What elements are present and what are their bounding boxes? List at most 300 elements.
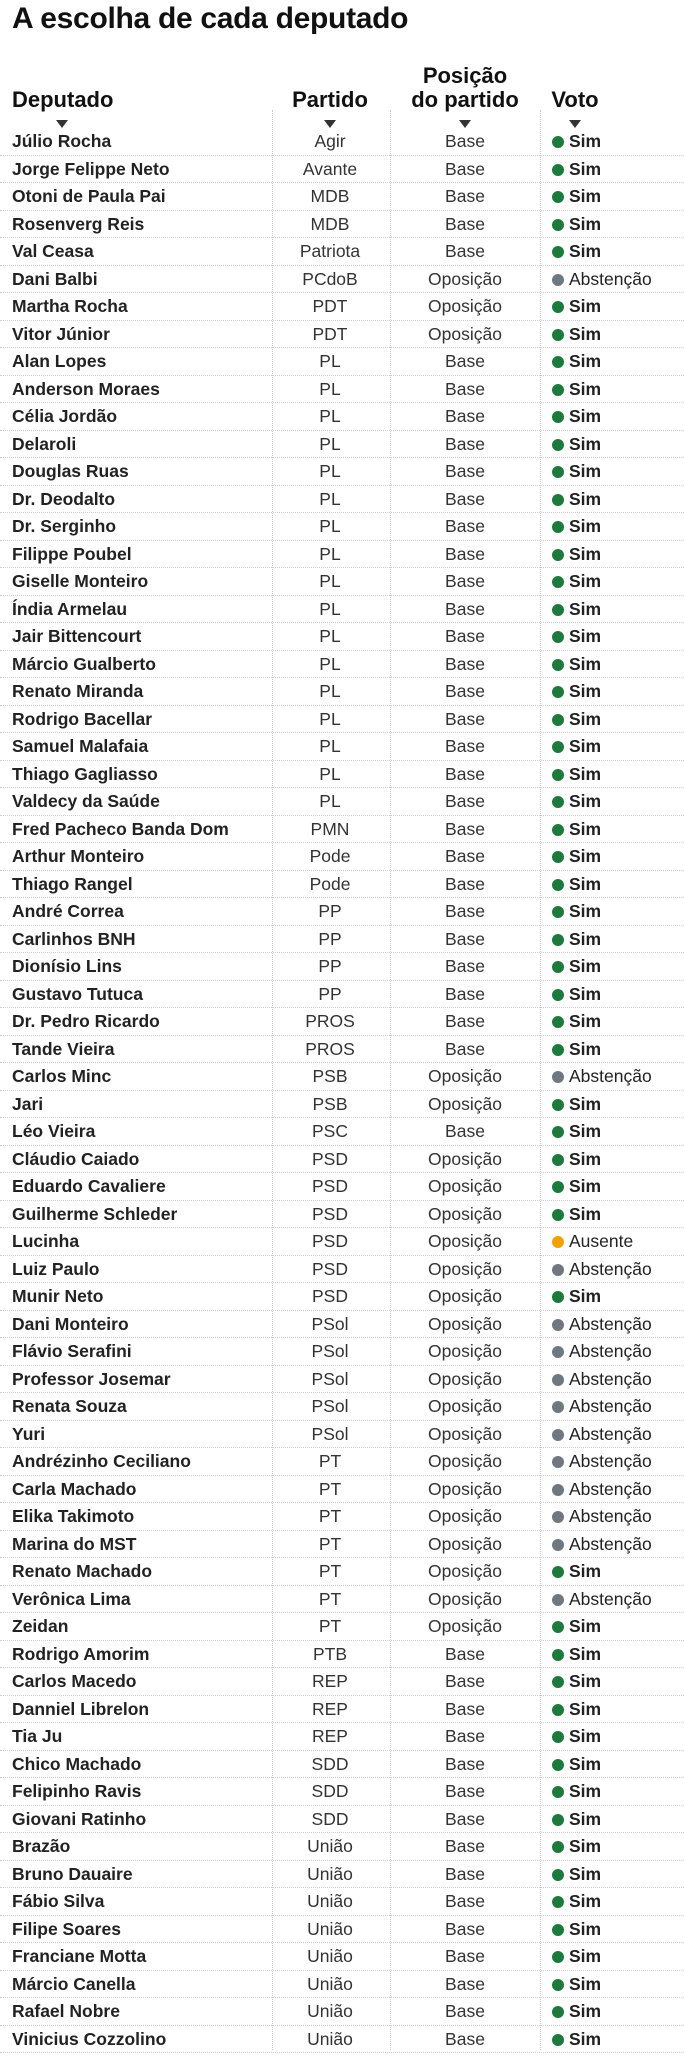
- table-row: [0, 1366, 684, 1394]
- vote-label: Abstenção: [569, 1423, 652, 1444]
- vote-label: Sim: [569, 296, 602, 316]
- vote-dot-icon: [552, 604, 564, 616]
- party-position: Base: [445, 1643, 485, 1664]
- vote-label: Sim: [569, 323, 602, 344]
- vote-dot-icon: [552, 1484, 564, 1496]
- party-position: Oposição: [428, 296, 502, 316]
- vote-cell: [552, 706, 601, 733]
- table-row: [0, 1558, 684, 1586]
- table-row: [0, 623, 684, 651]
- vote-dot-icon: [552, 1346, 564, 1358]
- deputy-party: PT: [318, 1533, 342, 1554]
- vote-label: Abstenção: [569, 1313, 652, 1334]
- vote-cell: [552, 898, 601, 925]
- vote-cell: [552, 183, 601, 210]
- vote-dot-icon: [552, 1126, 564, 1138]
- vote-dot-icon: [552, 1071, 564, 1083]
- party-position: Oposição: [428, 1148, 502, 1169]
- header-posicao[interactable]: Posição do partido: [411, 63, 519, 112]
- deputy-party: PL: [319, 681, 341, 701]
- deputy-party: União: [307, 1918, 353, 1939]
- party-position: Base: [445, 736, 485, 756]
- deputy-name: Franciane Motta: [12, 1946, 147, 1966]
- deputy-name: Anderson Moraes: [12, 378, 160, 399]
- party-position: Base: [445, 983, 485, 1004]
- header-partido[interactable]: Partido: [292, 87, 368, 112]
- vote-label: Sim: [569, 351, 602, 371]
- party-position: Base: [445, 2028, 485, 2049]
- vote-label: Sim: [569, 1836, 602, 1856]
- party-position: Oposição: [428, 1093, 502, 1114]
- vote-label: Abstenção: [569, 1341, 652, 1361]
- vote-cell: [552, 293, 601, 320]
- vote-cell: [552, 1228, 633, 1255]
- deputy-name: Jari: [12, 1093, 44, 1114]
- table-row: [0, 1723, 684, 1751]
- header-voto[interactable]: Voto: [551, 87, 599, 112]
- table-row: [0, 1613, 684, 1641]
- table-row: [0, 1751, 684, 1779]
- vote-cell: [552, 788, 601, 815]
- table-row: [0, 898, 684, 926]
- party-position: Oposição: [428, 1231, 502, 1251]
- party-position: Base: [445, 186, 485, 206]
- vote-cell: [552, 1778, 601, 1805]
- vote-dot-icon: [552, 494, 564, 506]
- vote-dot-icon: [552, 1154, 564, 1166]
- deputy-party: PDT: [312, 323, 348, 344]
- deputy-name: Douglas Ruas: [12, 461, 129, 481]
- party-position: Base: [445, 131, 485, 151]
- vote-label: Abstenção: [569, 1588, 652, 1609]
- table-row: [0, 1228, 684, 1256]
- party-position: Base: [445, 846, 485, 866]
- table-row: [0, 953, 684, 981]
- deputy-party: PSD: [312, 1286, 348, 1306]
- vote-dot-icon: [552, 741, 564, 753]
- party-position: Base: [445, 1863, 485, 1884]
- vote-label: Sim: [569, 241, 602, 261]
- vote-dot-icon: [552, 549, 564, 561]
- table-row: [0, 266, 684, 294]
- vote-cell: [552, 1476, 652, 1503]
- table-row: [0, 1338, 684, 1366]
- vote-dot-icon: [552, 631, 564, 643]
- vote-dot-icon: [552, 576, 564, 588]
- deputy-name: Eduardo Cavaliere: [12, 1176, 166, 1196]
- vote-dot-icon: [552, 1099, 564, 1111]
- vote-cell: [552, 156, 601, 183]
- vote-label: Sim: [569, 1038, 602, 1059]
- vote-label: Sim: [569, 956, 602, 976]
- vote-cell: [552, 1998, 601, 2025]
- table-row: [0, 871, 684, 899]
- vote-label: Sim: [569, 1698, 602, 1719]
- vote-cell: [552, 1613, 601, 1640]
- vote-label: Sim: [569, 1148, 602, 1169]
- vote-label: Sim: [569, 1973, 602, 1994]
- vote-dot-icon: [552, 1401, 564, 1413]
- deputy-party: PMN: [310, 818, 350, 839]
- vote-label: Sim: [569, 186, 602, 206]
- party-position: Base: [445, 488, 485, 509]
- vote-dot-icon: [552, 1209, 564, 1221]
- deputy-party: PP: [318, 983, 342, 1004]
- vote-label: Sim: [569, 763, 602, 784]
- deputy-party: Avante: [302, 158, 358, 179]
- deputy-party: PL: [319, 516, 341, 536]
- deputy-name: Val Ceasa: [12, 241, 94, 261]
- vote-dot-icon: [552, 1649, 564, 1661]
- vote-dot-icon: [552, 1044, 564, 1056]
- deputy-party: União: [307, 1973, 353, 1994]
- deputy-party: PL: [319, 653, 341, 674]
- vote-label: Abstenção: [569, 1478, 652, 1499]
- vote-dot-icon: [552, 411, 564, 423]
- deputy-party: PL: [319, 433, 341, 454]
- vote-label: Sim: [569, 131, 602, 151]
- deputy-name: Lucinha: [12, 1231, 80, 1251]
- vote-cell: [552, 623, 601, 650]
- table-row: [0, 1696, 684, 1724]
- party-position: Base: [445, 653, 485, 674]
- vote-label: Sim: [569, 791, 602, 811]
- party-position: Oposição: [428, 1423, 502, 1444]
- table-row: [0, 348, 684, 376]
- vote-cell: [552, 2026, 601, 2053]
- deputy-name: Júlio Rocha: [12, 131, 112, 151]
- party-position: Base: [445, 461, 485, 481]
- vote-cell: [552, 1338, 652, 1365]
- vote-cell: [552, 1971, 601, 1998]
- party-position: Base: [445, 1781, 485, 1801]
- table-row: [0, 211, 684, 239]
- vote-dot-icon: [552, 1979, 564, 1991]
- deputy-party: PTB: [312, 1643, 348, 1664]
- table-row: [0, 541, 684, 569]
- deputy-name: Professor Josemar: [12, 1368, 171, 1389]
- vote-dot-icon: [552, 1704, 564, 1716]
- table-row: [0, 1806, 684, 1834]
- vote-cell: [552, 1146, 601, 1173]
- party-position: Base: [445, 1698, 485, 1719]
- vote-cell: [552, 1586, 652, 1613]
- vote-dot-icon: [552, 136, 564, 148]
- vote-label: Abstenção: [569, 1533, 652, 1554]
- vote-label: Sim: [569, 1176, 602, 1196]
- party-position: Oposição: [428, 1368, 502, 1389]
- deputy-party: PP: [318, 956, 342, 976]
- vote-cell: [552, 1806, 601, 1833]
- party-position: Base: [445, 1121, 485, 1141]
- vote-dot-icon: [552, 521, 564, 533]
- vote-cell: [552, 1063, 652, 1090]
- deputy-name: Jair Bittencourt: [12, 626, 142, 646]
- vote-label: Abstenção: [569, 1066, 652, 1086]
- vote-dot-icon: [552, 1429, 564, 1441]
- vote-label: Sim: [569, 213, 602, 234]
- vote-dot-icon: [552, 1181, 564, 1193]
- deputy-name: Otoni de Paula Pai: [12, 186, 166, 206]
- party-position: Base: [445, 1946, 485, 1966]
- vote-cell: [552, 816, 601, 843]
- deputy-party: PSD: [312, 1203, 348, 1224]
- table-row: [0, 1146, 684, 1174]
- table-row: [0, 1036, 684, 1064]
- vote-cell: [552, 1833, 601, 1860]
- table-row: [0, 1641, 684, 1669]
- deputy-name: Dr. Serginho: [12, 516, 117, 536]
- party-position: Base: [445, 1038, 485, 1059]
- vote-label: Sim: [569, 1203, 602, 1224]
- vote-label: Sim: [569, 1753, 602, 1774]
- deputy-name: Carlos Minc: [12, 1066, 112, 1086]
- deputy-name: Dr. Deodalto: [12, 488, 116, 509]
- deputy-name: Munir Neto: [12, 1286, 104, 1306]
- table-row: [0, 816, 684, 844]
- deputy-party: SDD: [311, 1781, 349, 1801]
- party-position: Oposição: [428, 1533, 502, 1554]
- deputy-name: Dr. Pedro Ricardo: [12, 1011, 160, 1031]
- vote-dot-icon: [552, 906, 564, 918]
- table-row: [0, 1421, 684, 1449]
- deputy-party: Pode: [309, 846, 351, 866]
- vote-dot-icon: [552, 356, 564, 368]
- vote-dot-icon: [552, 1869, 564, 1881]
- deputy-name: Luiz Paulo: [12, 1258, 100, 1279]
- deputy-party: PSC: [312, 1121, 348, 1141]
- deputy-name: Thiago Gagliasso: [12, 763, 158, 784]
- deputy-party: PSD: [312, 1231, 348, 1251]
- party-position: Base: [445, 708, 485, 729]
- vote-cell: [552, 1283, 601, 1310]
- vote-dot-icon: [552, 1841, 564, 1853]
- deputy-party: SDD: [311, 1808, 349, 1829]
- deputy-name: Yuri: [12, 1423, 46, 1444]
- table-row: [0, 1531, 684, 1559]
- deputy-name: Jorge Felippe Neto: [12, 158, 170, 179]
- party-position: Oposição: [428, 268, 502, 289]
- vote-cell: [552, 953, 601, 980]
- vote-cell: [552, 128, 601, 155]
- deputy-party: REP: [312, 1726, 348, 1746]
- vote-label: Sim: [569, 1011, 602, 1031]
- vote-dot-icon: [552, 1951, 564, 1963]
- deputy-name: Rodrigo Bacellar: [12, 708, 153, 729]
- deputy-party: PL: [319, 571, 341, 591]
- sort-arrow-icon[interactable]: [569, 120, 581, 128]
- deputy-party: PT: [318, 1506, 342, 1526]
- party-position: Base: [445, 158, 485, 179]
- vote-dot-icon: [552, 1319, 564, 1331]
- deputy-name: Thiago Rangel: [12, 873, 133, 894]
- vote-dot-icon: [552, 2006, 564, 2018]
- vote-label: Sim: [569, 1093, 602, 1114]
- vote-label: Sim: [569, 571, 602, 591]
- deputy-party: PP: [318, 928, 342, 949]
- deputy-party: PDT: [312, 296, 348, 316]
- party-position: Base: [445, 763, 485, 784]
- deputy-party: PL: [319, 461, 341, 481]
- deputy-party: Agir: [314, 131, 346, 151]
- sort-arrow-icon[interactable]: [459, 120, 471, 128]
- deputy-party: PSB: [312, 1093, 348, 1114]
- vote-cell: [552, 458, 601, 485]
- deputy-name: Fred Pacheco Banda Dom: [12, 818, 229, 839]
- vote-dot-icon: [552, 961, 564, 973]
- sort-arrow-icon[interactable]: [56, 120, 68, 128]
- party-position: Oposição: [428, 1066, 502, 1086]
- deputy-party: PROS: [305, 1038, 355, 1059]
- vote-cell: [552, 1558, 601, 1585]
- vote-dot-icon: [552, 1676, 564, 1688]
- deputy-party: PT: [318, 1588, 342, 1609]
- table-row: [0, 431, 684, 459]
- deputy-name: Carlos Macedo: [12, 1671, 137, 1691]
- party-position: Oposição: [428, 1478, 502, 1499]
- vote-label: Abstenção: [569, 1368, 652, 1389]
- deputy-party: PL: [319, 763, 341, 784]
- deputy-name: Flávio Serafini: [12, 1341, 132, 1361]
- vote-dot-icon: [552, 769, 564, 781]
- deputy-party: PROS: [305, 1011, 355, 1031]
- table-row: [0, 238, 684, 266]
- party-position: Base: [445, 1918, 485, 1939]
- vote-label: Sim: [569, 1946, 602, 1966]
- table-row: [0, 1201, 684, 1229]
- vote-label: Sim: [569, 406, 602, 426]
- vote-dot-icon: [552, 246, 564, 258]
- vote-cell: [552, 1943, 601, 1970]
- vote-dot-icon: [552, 1511, 564, 1523]
- sort-arrow-icon[interactable]: [324, 120, 336, 128]
- deputy-name: Márcio Canella: [12, 1973, 136, 1994]
- vote-dot-icon: [552, 796, 564, 808]
- party-position: Base: [445, 241, 485, 261]
- party-position: Base: [445, 351, 485, 371]
- vote-label: Sim: [569, 983, 602, 1004]
- deputy-party: PL: [319, 708, 341, 729]
- party-position: Base: [445, 1836, 485, 1856]
- vote-label: Sim: [569, 461, 602, 481]
- vote-dot-icon: [552, 439, 564, 451]
- table-row: [0, 1173, 684, 1201]
- deputy-party: PSol: [311, 1396, 349, 1416]
- header-deputado[interactable]: Deputado: [12, 87, 114, 112]
- table-row: [0, 1503, 684, 1531]
- vote-label: Sim: [569, 2028, 602, 2049]
- deputy-name: Arthur Monteiro: [12, 846, 145, 866]
- vote-dot-icon: [552, 384, 564, 396]
- table-row: [0, 293, 684, 321]
- deputy-party: PL: [319, 598, 341, 619]
- vote-dot-icon: [552, 1539, 564, 1551]
- vote-dot-icon: [552, 934, 564, 946]
- deputy-party: REP: [312, 1698, 348, 1719]
- party-position: Base: [445, 626, 485, 646]
- party-position: Oposição: [428, 323, 502, 344]
- table-row: [0, 1311, 684, 1339]
- vote-cell: [552, 1531, 652, 1558]
- table-row: [0, 1283, 684, 1311]
- vote-cell: [552, 211, 601, 238]
- vote-dot-icon: [552, 686, 564, 698]
- party-position: Base: [445, 818, 485, 839]
- vote-dot-icon: [552, 274, 564, 286]
- vote-cell: [552, 733, 601, 760]
- deputy-name: Fábio Silva: [12, 1891, 105, 1911]
- table-row: [0, 1008, 684, 1036]
- vote-dot-icon: [552, 1566, 564, 1578]
- vote-label: Sim: [569, 1863, 602, 1884]
- vote-dot-icon: [552, 851, 564, 863]
- party-position: Oposição: [428, 1396, 502, 1416]
- party-position: Base: [445, 901, 485, 921]
- deputy-name: Rafael Nobre: [12, 2001, 120, 2021]
- vote-dot-icon: [552, 2034, 564, 2046]
- vote-label: Sim: [569, 158, 602, 179]
- vote-cell: [552, 1118, 601, 1145]
- table-row: [0, 376, 684, 404]
- table-row: [0, 1586, 684, 1614]
- deputy-name: Filippe Poubel: [12, 543, 132, 564]
- deputy-name: Alan Lopes: [12, 351, 107, 371]
- deputy-party: União: [307, 1863, 353, 1884]
- table-row: [0, 183, 684, 211]
- table-row: [0, 2026, 684, 2054]
- vote-dot-icon: [552, 824, 564, 836]
- deputy-party: União: [307, 2001, 353, 2021]
- deputy-party: PL: [319, 543, 341, 564]
- table-row: [0, 128, 684, 156]
- deputy-name: Gustavo Tutuca: [12, 983, 143, 1004]
- vote-label: Sim: [569, 846, 602, 866]
- vote-cell: [552, 1393, 652, 1420]
- deputy-name: Giselle Monteiro: [12, 571, 149, 591]
- deputy-name: Dani Monteiro: [12, 1313, 129, 1334]
- vote-cell: [552, 871, 601, 898]
- party-position: Oposição: [428, 1286, 502, 1306]
- table-row: [0, 1668, 684, 1696]
- vote-label: Sim: [569, 736, 602, 756]
- party-position: Base: [445, 571, 485, 591]
- deputy-name: Dionísio Lins: [12, 956, 122, 976]
- vote-dot-icon: [552, 1924, 564, 1936]
- party-position: Base: [445, 598, 485, 619]
- deputy-party: União: [307, 1891, 353, 1911]
- vote-cell: [552, 1503, 652, 1530]
- table-row: [0, 1861, 684, 1889]
- deputy-name: Marina do MST: [12, 1533, 137, 1554]
- deputy-party: PCdoB: [302, 268, 358, 289]
- vote-cell: [552, 1861, 601, 1888]
- vote-cell: [552, 981, 601, 1008]
- deputy-party: PSB: [312, 1066, 348, 1086]
- deputy-party: SDD: [311, 1753, 349, 1774]
- party-position: Base: [445, 956, 485, 976]
- vote-dot-icon: [552, 1759, 564, 1771]
- vote-label: Sim: [569, 1286, 602, 1306]
- vote-cell: [552, 486, 601, 513]
- deputy-name: Márcio Gualberto: [12, 653, 156, 674]
- vote-label: Sim: [569, 516, 602, 536]
- party-position: Oposição: [428, 1341, 502, 1361]
- deputy-party: PSD: [312, 1148, 348, 1169]
- party-position: Base: [445, 1671, 485, 1691]
- table-row: [0, 486, 684, 514]
- party-position: Oposição: [428, 1616, 502, 1636]
- vote-cell: [552, 1421, 652, 1448]
